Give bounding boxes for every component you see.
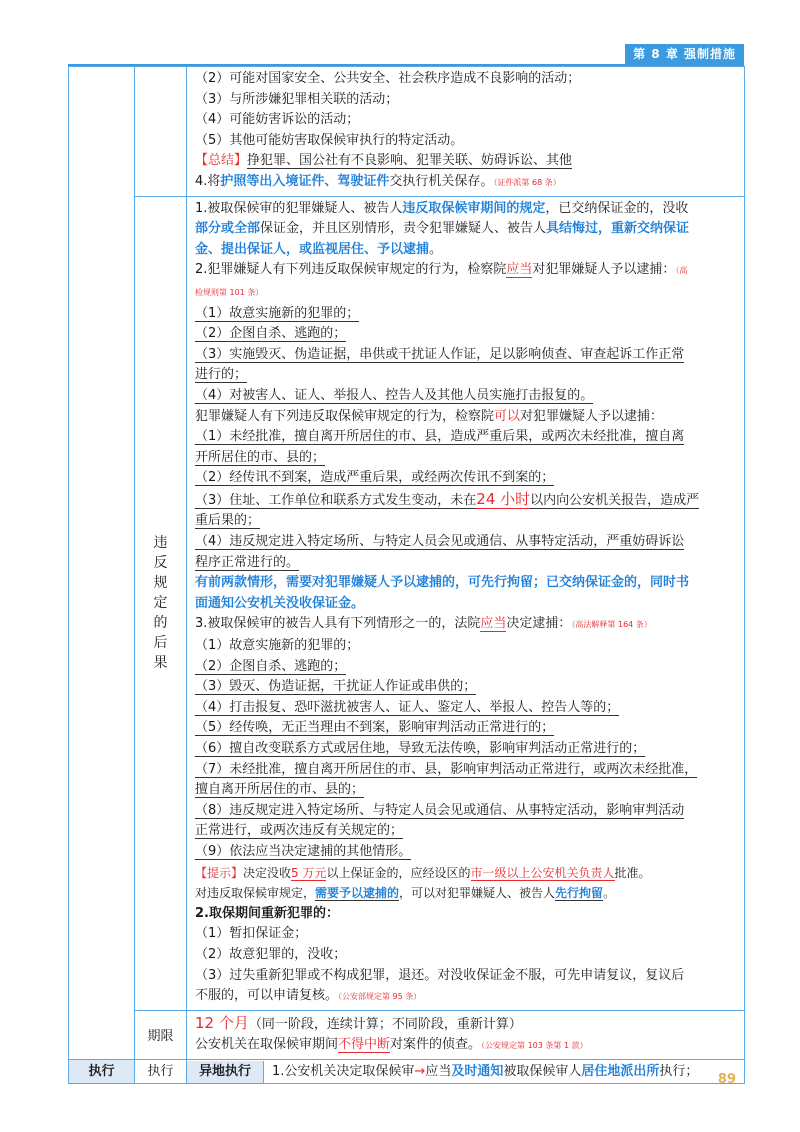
table-row (69, 196, 745, 1010)
text: 决定逮捕： (506, 616, 572, 632)
list-item: （3）与所涉嫌犯罪相关联的活动； (195, 91, 399, 107)
list-item: （3）过失重新犯罪或不构成犯罪，退还。对没收保证金不服，可先申请复议，复议后 (195, 967, 685, 983)
list-item: （2）企图自杀、逃跑的； (195, 326, 347, 342)
exec-col3: 异地执行 (187, 1061, 264, 1083)
list-item: （1）未经批准，擅自离开所居住的市、县，造成严重后果，或两次未经批准，擅自离 (195, 429, 685, 445)
period-content-cell (187, 1010, 745, 1059)
list-item: （2）可能对国家安全、公共安全、社会秩序造成不良影响的活动； (195, 71, 581, 86)
text: 批准。 (614, 865, 651, 880)
item4-note: （证件派第 68 条） (493, 177, 561, 187)
summary-text: 挣犯罪、国公社有不良影响、犯罪关联、妨碍诉讼、其他 (247, 153, 573, 169)
violation-label: 违反规定的后果 (153, 535, 168, 672)
highlight: 居住地派出所 (581, 1063, 660, 1079)
list-item: （3）毁灭、伪造证据，干扰证人作证或串供的； (195, 679, 477, 695)
list-item: （2）故意犯罪的，没收； (195, 946, 347, 962)
list-item: 以内向公安机关报告，造成严 (530, 492, 700, 508)
empty-mid-cell (135, 67, 187, 197)
list-item: （4）可能妨害诉讼的活动； (195, 112, 360, 128)
list-item: （3）实施毁灭、伪造证据，串供或干扰证人作证，足以影响侦查、审查起诉工作正常 (195, 346, 685, 362)
text: 对案件的侦查。 (390, 1037, 482, 1053)
text: 保证金，并且区别情形，责令犯罪嫌疑人、被告人 (260, 221, 547, 237)
list-item: 擅自离开所居住的市、县的； (195, 782, 365, 798)
item4-prefix: 4.将 (195, 173, 221, 189)
text: 决定没收 (243, 865, 292, 880)
text: 被取保候审人 (503, 1063, 582, 1079)
list-item: 进行的； (195, 367, 248, 383)
table-row (69, 67, 745, 197)
item4-highlight: 护照等出入境证件、驾驶证件 (220, 173, 390, 189)
list-item: （4）违反规定进入特定场所、与特定人员会见或通信、从事特定活动，严重妨碍诉讼 (195, 534, 685, 550)
highlight: 不得中断 (338, 1037, 391, 1053)
list-item: （3）住址、工作单位和联系方式发生变动，未在 (195, 492, 477, 508)
text: 2.犯罪嫌疑人有下列违反取保候审规定的行为，检察院 (195, 262, 507, 278)
summary-line (195, 151, 738, 172)
text: 犯罪嫌疑人有下列违反取保候审规定的行为，检察院 (195, 408, 495, 424)
highlight: 需要予以逮捕的 (315, 886, 400, 901)
period-desc: （同一阶段，连续计算；不同阶段，重新计算） (248, 1016, 522, 1032)
list-item: 程序正常进行的。 (195, 554, 300, 570)
highlight: 先行拘留 (555, 886, 604, 901)
list-item: （2）企图自杀、逃跑的； (195, 658, 347, 674)
text: 公安机关在取保候审期间 (195, 1037, 339, 1053)
note: （公安部规定第 95 条） (338, 992, 422, 1002)
text: ，可以对犯罪嫌疑人、被告人 (399, 886, 556, 901)
list-item: （6）擅自改变联系方式或居住地，导致无法传唤，影响审判活动正常进行的； (195, 741, 646, 756)
highlight: 及时通知 (451, 1063, 504, 1079)
text: 对犯罪嫌疑人予以逮捕： (520, 408, 664, 424)
text: 应当 (425, 1063, 452, 1079)
table-row (69, 1059, 745, 1083)
tip-tag: 【提示】 (195, 865, 244, 880)
list-item: （5）经传唤，无正当理由不到案，影响审判活动正常进行的； (195, 720, 555, 736)
violation-label-cell (135, 196, 187, 1010)
list-item: （1）故意实施新的犯罪的； (195, 638, 360, 654)
highlight: 市一级以上公安机关负责人 (470, 865, 615, 880)
highlight: 违反取保候审期间的规定 (402, 200, 546, 216)
empty-left-cell (69, 67, 135, 1060)
table-row (69, 1010, 745, 1059)
list-item: （7）未经批准，擅自离开所居住的市、县，影响审判活动正常进行，或两次未经批准， (195, 761, 698, 777)
exec-content-cell (187, 1059, 745, 1083)
summary-tag: 【总结】 (195, 153, 248, 169)
list-item: （2）经传讯不到案，造成严重后果，或经两次传讯不到案的； (195, 470, 555, 486)
list-item: （8）违反规定进入特定场所、与特定人员会见或通信、从事特定活动，影响审判活动 (195, 802, 685, 818)
highlight: 应当 (480, 616, 507, 632)
violation-content-cell (187, 196, 745, 1010)
highlight: 24 小时 (476, 489, 531, 508)
period-big: 12 个月 (195, 1013, 249, 1032)
highlight: 5 万元 (291, 865, 327, 880)
text: 1.被取保候审的犯罪嫌疑人、被告人 (195, 200, 403, 216)
exec-sub-label: 执行 (135, 1059, 187, 1083)
highlight: 应当 (506, 262, 533, 278)
text: 对违反取保候审规定， (195, 886, 316, 901)
chapter-header-badge: 第 8 章 强制措施 (625, 44, 744, 64)
highlight: 可以 (494, 408, 521, 424)
list-item: 重后果的； (195, 513, 261, 529)
period-label: 期限 (135, 1010, 187, 1059)
highlight: 部分或全部 (195, 221, 261, 237)
text: 对犯罪嫌疑人予以逮捕： (532, 262, 676, 278)
top-content-cell (187, 67, 745, 197)
text: 。 (603, 886, 616, 901)
bold-note: 面通知公安机关没收保证金。 (195, 595, 365, 611)
list-item: （1）故意实施新的犯罪的； (195, 305, 360, 321)
list-item: 不服的，可以申请复核。 (195, 988, 339, 1004)
note: （高 (675, 266, 688, 276)
text: 。 (429, 241, 443, 257)
note: （公安规定第 103 条第 1 款） (481, 1041, 588, 1051)
text: ，已交纳保证金的，没收 (545, 200, 689, 216)
list-item: 正常进行，或两次违反有关规定的； (195, 823, 404, 839)
text: 以上保证金的，应经设区的 (326, 865, 471, 880)
text: 1.公安机关决定取保候审 (272, 1063, 415, 1079)
list-item: （4）对被害人、证人、举报人、控告人及其他人员实施打击报复的。 (195, 387, 594, 403)
list-item: （5）其他可能妨害取保候审执行的特定活动。 (195, 132, 464, 148)
note: 检规则第 101 条） (195, 287, 264, 297)
list-item: （9）依法应当决定逮捕的其他情形。 (195, 843, 412, 859)
exec-label: 执行 (69, 1059, 135, 1083)
bold-note: 有前两款情形，需要对犯罪嫌疑人予以逮捕的，可先行拘留；已交纳保证金的，同时书 (195, 575, 690, 591)
highlight: 金、提出保证人，或监视居住、予以逮捕 (195, 241, 430, 257)
arrow: → (414, 1063, 426, 1079)
text: 3.被取保候审的被告人具有下列情形之一的，法院 (195, 616, 481, 632)
measures-table (68, 66, 745, 1084)
item4-line (195, 172, 738, 194)
list-item: 开所居住的市、县的； (195, 449, 326, 465)
item4-suffix: 交执行机关保存。 (389, 173, 494, 189)
section-title: 2.取保期间重新犯罪的： (195, 905, 339, 921)
text: 执行； (659, 1063, 699, 1079)
page-number: 89 (717, 1072, 736, 1087)
highlight: 具结悔过，重新交纳保证 (546, 221, 690, 237)
note: （高法解释第 164 条） (571, 620, 652, 630)
list-item: （1）暂扣保证金； (195, 926, 308, 942)
list-item: （4）打击报复、恐吓滋扰被害人、证人、鉴定人、举报人、控告人等的； (195, 699, 620, 715)
